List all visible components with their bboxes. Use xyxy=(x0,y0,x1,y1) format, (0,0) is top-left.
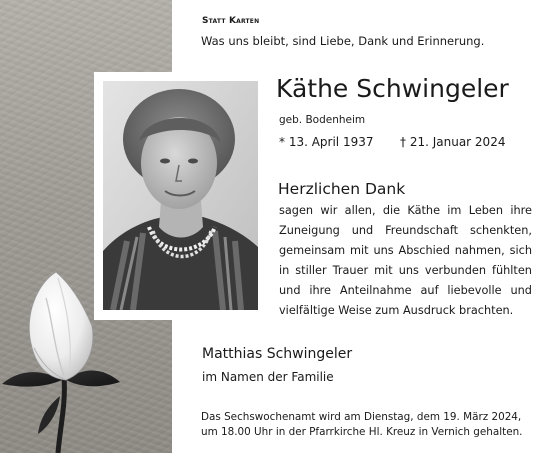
thanks-word: stiller xyxy=(295,264,327,277)
thanks-word: Freundschaft xyxy=(385,224,459,237)
thanks-word: sich xyxy=(509,244,532,257)
thanks-line xyxy=(279,241,532,261)
thanks-word: verbunden xyxy=(424,264,486,277)
thanks-line xyxy=(279,281,532,301)
thanks-word: allen, xyxy=(344,204,376,217)
thanks-word: ihre xyxy=(510,204,532,217)
thanks-word: in xyxy=(279,264,290,277)
thanks-word: sagen xyxy=(279,204,314,217)
thanks-word: nahmen, xyxy=(454,244,505,257)
thanks-line xyxy=(279,201,532,221)
thanks-word: fühlten xyxy=(491,264,532,277)
thanks-word: und xyxy=(351,224,374,237)
thanks-word: die xyxy=(382,204,401,217)
thanks-word: Trauer xyxy=(332,264,369,277)
deceased-name: Käthe Schwingeler xyxy=(276,74,509,103)
signer-name: Matthias Schwingeler xyxy=(202,346,353,362)
thanks-paragraph xyxy=(279,201,532,321)
birth-name: geb. Bodenheim xyxy=(279,114,366,126)
thanks-word: und xyxy=(510,284,532,297)
thanks-word: Anteilnahme xyxy=(339,284,412,297)
thanks-word: uns xyxy=(398,264,419,277)
thanks-line xyxy=(279,221,532,241)
thanks-line: vielfältige Weise zum Ausdruck brachten. xyxy=(279,304,514,317)
portrait-frame xyxy=(94,72,267,320)
thanks-word: mit xyxy=(350,244,369,257)
thanks-word: ihre xyxy=(309,284,332,297)
thanks-word: im xyxy=(447,204,462,217)
header-label: Statt Karten xyxy=(202,16,260,26)
birth-date: * 13. April 1937 xyxy=(279,135,374,149)
death-date: † 21. Januar 2024 xyxy=(400,135,506,149)
service-notice-line: Das Sechswochenamt wird am Dienstag, dem 19. März 2024, xyxy=(201,411,522,423)
portrait-photo xyxy=(103,81,258,310)
thanks-word: und xyxy=(279,284,301,297)
thanks-line xyxy=(279,261,532,281)
thanks-word: gemeinsam xyxy=(279,244,346,257)
thanks-word: mit xyxy=(374,264,393,277)
thanks-word: auf xyxy=(420,284,439,297)
thanks-word: Abschied xyxy=(398,244,450,257)
thanks-word: liebevolle xyxy=(447,284,502,297)
thanks-word: Zuneigung xyxy=(279,224,340,237)
thanks-word: Käthe xyxy=(407,204,441,217)
signer-on-behalf: im Namen der Familie xyxy=(202,370,334,384)
thanks-word: schenkten, xyxy=(469,224,532,237)
thanks-word: uns xyxy=(373,244,394,257)
thanks-heading: Herzlichen Dank xyxy=(278,180,406,198)
thanks-word: Leben xyxy=(468,204,504,217)
memorial-quote: Was uns bleibt, sind Liebe, Dank und Erinnerung. xyxy=(201,34,485,48)
service-notice-line: um 18.00 Uhr in der Pfarrkirche Hl. Kreuz in Vernich gehalten. xyxy=(201,426,523,438)
thanks-word: wir xyxy=(320,204,338,217)
